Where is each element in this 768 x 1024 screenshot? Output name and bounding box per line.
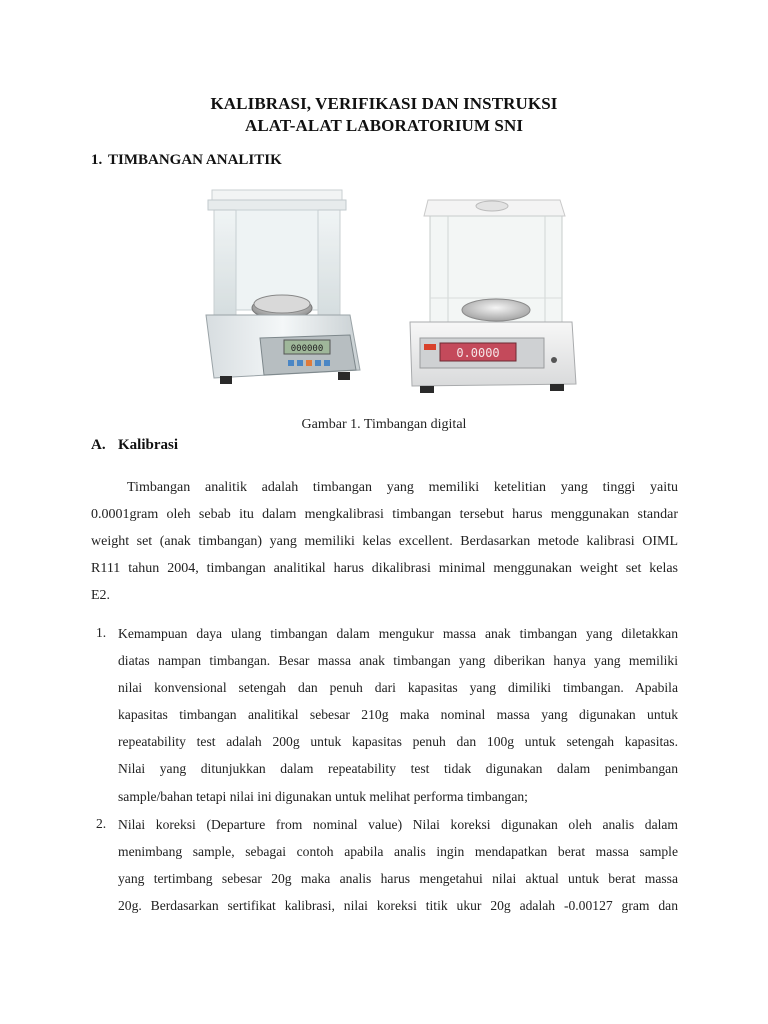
analytical-balance-image-right xyxy=(400,188,583,397)
list-item-line: 20g. Berdasarkan sertifikat kalibrasi, nilai koreksi titik ukur 20g adalah -0.00127 gram dan xyxy=(118,898,678,914)
right-balance-display: 0.0000 xyxy=(456,346,500,360)
document-title-line2: ALAT-ALAT LABORATORIUM SNI xyxy=(244,116,524,135)
analytical-balance-image-left xyxy=(200,180,368,395)
list-item-line: sample/bahan tetapi nilai ini digunakan untuk melihat performa timbangan; xyxy=(118,788,528,804)
section-title: TIMBANGAN ANALITIK xyxy=(108,152,282,168)
list-item-line: kapasitas timbangan analitikal sebesar 210g maka nominal massa yang digunakan untuk xyxy=(118,707,678,723)
list-item-line: Nilai yang ditunjukkan dalam repeatability test tidak digunakan dalam penimbangan xyxy=(118,761,678,777)
paragraph-line: R111 tahun 2004, timbangan analitikal harus dikalibrasi minimal menggunakan weight set kelas xyxy=(91,561,678,576)
body-paragraph xyxy=(91,474,678,609)
list-item-line: repeatability test adalah 200g untuk kapasitas penuh dan 100g untuk setengah kapasitas. xyxy=(118,734,678,750)
list-item-number: 2. xyxy=(96,816,107,831)
left-balance-display: 000000 xyxy=(290,344,324,354)
list-item-line: menimbang sample, sebagai contoh apabila analis ingin mendapatkan berat massa sample xyxy=(118,844,678,860)
figure-caption: Gambar 1. Timbangan digital xyxy=(301,417,467,432)
list-item-line: Kemampuan daya ulang timbangan dalam mengukur massa anak timbangan yang diletakkan xyxy=(118,626,678,641)
list-item-number: 1. xyxy=(96,625,107,640)
paragraph-line: 0.0001gram oleh sebab itu dalam mengkalibrasi timbangan tersebut harus menggunakan standar xyxy=(91,507,678,522)
paragraph-line: E2. xyxy=(91,588,111,603)
list-item-line: diatas nampan timbangan. Besar massa anak timbangan yang diberikan hanya yang memiliki xyxy=(118,653,678,669)
list-item-line: nilai konvensional setengah dan penuh dari kapasitas yang dimiliki timbangan. Apabila xyxy=(118,680,678,696)
paragraph-line: Timbangan analitik adalah timbangan yang memiliki ketelitian yang tinggi yaitu xyxy=(127,480,678,495)
subsection-letter: A. xyxy=(91,437,106,453)
paragraph-line: weight set (anak timbangan) yang memiliki kelas excellent. Berdasarkan metode kalibrasi OIML xyxy=(91,534,678,549)
list-item-line: yang tertimbang sebesar 20g maka analis harus mengetahui nilai aktual untuk berat massa xyxy=(118,871,678,887)
subsection-title: Kalibrasi xyxy=(118,437,179,453)
section-number: 1. xyxy=(91,152,103,168)
list-item-line: Nilai koreksi (Departure from nominal value) Nilai koreksi digunakan oleh analis dalam xyxy=(118,817,678,832)
document-title-line1: KALIBRASI, VERIFIKASI DAN INSTRUKSI xyxy=(210,94,558,113)
